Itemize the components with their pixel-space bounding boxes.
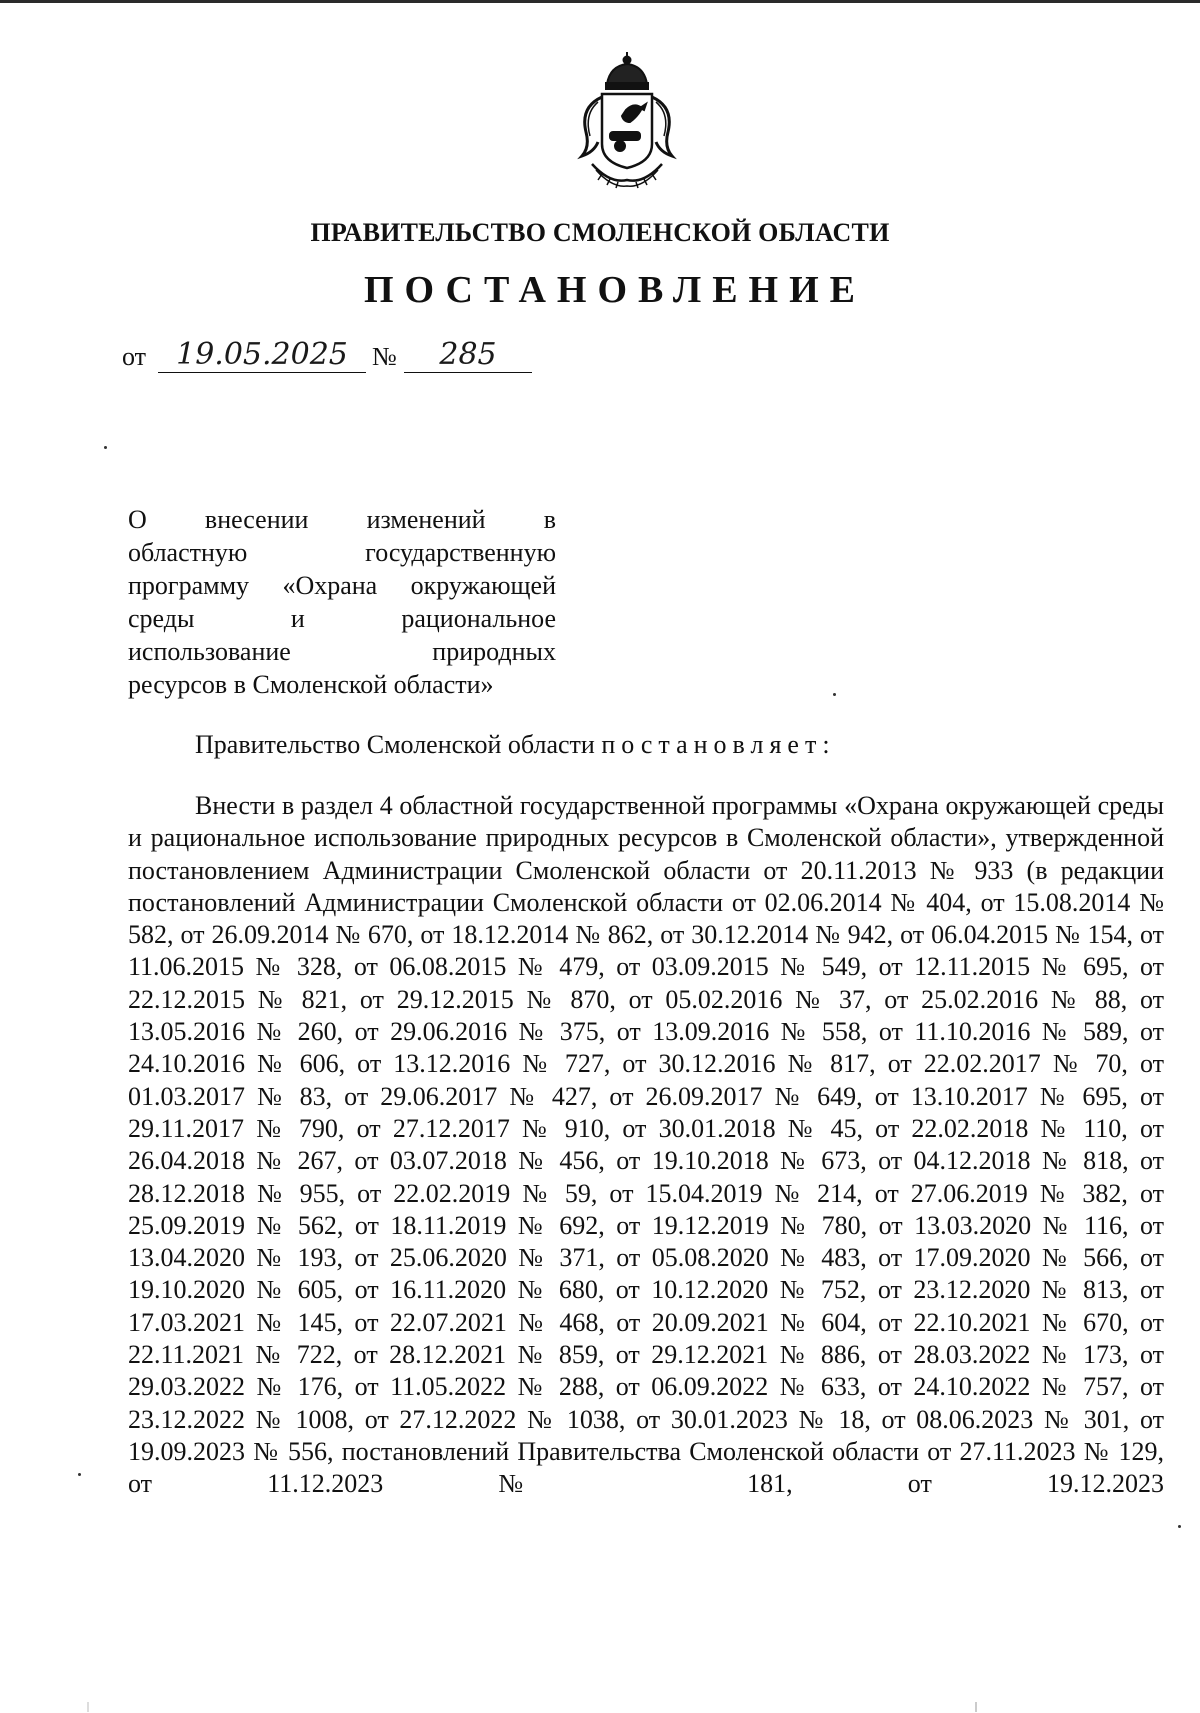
number-label: № bbox=[372, 342, 397, 371]
subject-line: О внесении изменений в bbox=[128, 505, 556, 534]
scan-speck bbox=[833, 693, 836, 696]
document-subject bbox=[128, 503, 556, 701]
subject-line: использование природных bbox=[128, 637, 556, 666]
subject-line: программу «Охрана окружающей bbox=[128, 571, 556, 600]
smolensk-coat-of-arms-icon bbox=[562, 52, 692, 192]
preamble-verb: постановляет: bbox=[601, 730, 836, 759]
scan-speck bbox=[104, 446, 107, 449]
preamble-prefix: Правительство Смоленской области bbox=[195, 730, 595, 759]
subject-line: областную государственную bbox=[128, 538, 556, 567]
government-title: ПРАВИТЕЛЬСТВО СМОЛЕНСКОЙ ОБЛАСТИ bbox=[310, 218, 890, 247]
subject-line: среды и рациональное bbox=[128, 604, 556, 633]
scan-bottom-marks bbox=[0, 1700, 1200, 1713]
resolution-body-text: Внести в раздел 4 областной государственной программы «Охрана окружающей среды и рациональное использование природных ресурсов в Смоленской области», утвержденной постановлением Администрации Смоленской области от 20.11.2013 № 933 (в редакции постановлений Администрации Смоленской области от 02.06.2014 № 404, от 15.08.2014 № 582, от 26.09.2014 № 670, от 18.12.2014 № 862, от 30.12.2014 № 942, от 06.04.2015 № 154, от 11.06.2015 № 328, от 06.08.2015 № 479, от 03.09.2015 № 549, от 12.11.2015 № 695, от 22.12.2015 № 821, от 29.12.2015 № 870, от 05.02.2016 № 37, от 25.02.2016 № 88, от 13.05.2016 № 260, от 29.06.2016 № 375, от 13.09.2016 № 558, от 11.10.2016 № 589, от 24.10.2016 № 606, от 13.12.2016 № 727, от 30.12.2016 № 817, от 22.02.2017 № 70, от 01.03.2017 № 83, от 29.06.2017 № 427, от 26.09.2017 № 649, от 13.10.2017 № 695, от 29.11.2017 № 790, от 27.12.2017 № 910, от 30.01.2018 № 45, от 22.02.2018 № 110, от 26.04.2018 № 267, от 03.07.2018 № 456, от 19.10.2018 № 673, от 04.12.2018 № 818, от 28.12.2018 № 955, от 22.02.2019 № 59, от 15.04.2019 № 214, от 27.06.2019 № 382, от 25.09.2019 № 562, от 18.11.2019 № 692, от 19.12.2019 № 780, от 13.03.2020 № 116, от 13.04.2020 № 193, от 25.06.2020 № 371, от 05.08.2020 № 483, от 17.09.2020 № 566, от 19.10.2020 № 605, от 16.11.2020 № 680, от 10.12.2020 № 752, от 23.12.2020 № 813, от 17.03.2021 № 145, от 22.07.2021 № 468, от 20.09.2021 № 604, от 22.10.2021 № 670, от 22.11.2021 № 722, от 28.12.2021 № 859, от 29.12.2021 № 886, от 28.03.2022 № 173, от 29.03.2022 № 176, от 11.05.2022 № 288, от 06.09.2022 № 633, от 24.10.2022 № 757, от 23.12.2022 № 1008, от 27.12.2022 № 1038, от 30.01.2023 № 18, от 08.06.2023 № 301, от 19.09.2023 № 556, постановлений Правительства Смоленской области от 27.11.2023 № 129, от 11.12.2023 № 181, от 19.12.2023 bbox=[128, 791, 1164, 1499]
handwritten-number: 285 bbox=[404, 338, 532, 373]
subject-line: ресурсов в Смоленской области» bbox=[128, 670, 494, 699]
scan-speck bbox=[1178, 1525, 1181, 1528]
scan-top-edge bbox=[0, 0, 1200, 3]
date-from-label: от bbox=[122, 342, 147, 371]
document-type-title: ПОСТАНОВЛЕНИЕ bbox=[363, 269, 867, 311]
preamble bbox=[195, 730, 836, 760]
handwritten-date: 19.05.2025 bbox=[158, 338, 366, 373]
scan-speck bbox=[78, 1473, 81, 1476]
